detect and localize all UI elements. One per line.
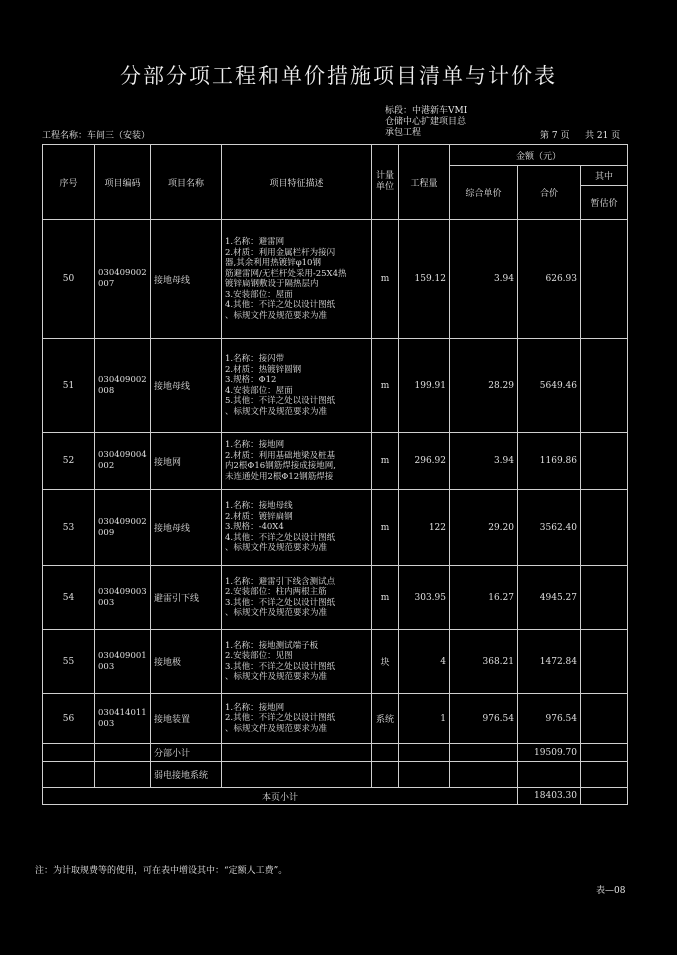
col-header-amount: 金额（元） [450, 145, 628, 166]
footnote: 注：为计取规费等的使用，可在表中增设其中：“定额人工费”。 [35, 866, 288, 876]
project-name: 工程名称：车间三（安装） [42, 131, 151, 141]
table-row [43, 694, 628, 744]
row-code: 030409002 007 [95, 220, 151, 339]
row-provisional [581, 220, 628, 339]
row-total: 1472.84 [518, 630, 581, 694]
row-total: 626.93 [518, 220, 581, 339]
price-table [42, 144, 628, 805]
row-unit: 块 [372, 630, 399, 694]
table-row [43, 566, 628, 630]
subtotal-label: 分部小计 [151, 744, 222, 762]
row-qty: 296.92 [399, 433, 450, 490]
col-header-of-which: 其中 [581, 166, 628, 186]
row-feature: 1.名称：接地母线 2.材质：镀锌扁钢 3.规格：-40X4 4.其他：不详之处以设计图纸 、标规文件及规范要求为准 [222, 490, 372, 566]
form-code: 表—08 [596, 886, 626, 896]
row-seq: 54 [43, 566, 95, 630]
table-row [43, 630, 628, 694]
row-provisional [581, 490, 628, 566]
row-code: 030409004 002 [95, 433, 151, 490]
row-qty: 303.95 [399, 566, 450, 630]
row-feature: 1.名称：接地网 2.其他：不详之处以设计图纸 、标规文件及规范要求为准 [222, 694, 372, 744]
row-feature: 1.名称：接地测试端子板 2.安装部位：见图 3.其他：不详之处以设计图纸 、标规文件及规范要求为准 [222, 630, 372, 694]
row-name: 接地母线 [151, 339, 222, 433]
row-unit: m [372, 220, 399, 339]
row-unit-price: 16.27 [450, 566, 518, 630]
row-seq: 50 [43, 220, 95, 339]
row-name: 接地网 [151, 433, 222, 490]
row-seq: 51 [43, 339, 95, 433]
row-qty: 1 [399, 694, 450, 744]
row-unit: m [372, 433, 399, 490]
row-seq: 53 [43, 490, 95, 566]
page-title: 分部分项工程和单价措施项目清单与计价表 [120, 64, 557, 88]
row-code: 030409002 008 [95, 339, 151, 433]
page-total-value: 18403.30 [518, 788, 581, 805]
row-code: 030409002 009 [95, 490, 151, 566]
row-unit: m [372, 339, 399, 433]
row-total: 3562.40 [518, 490, 581, 566]
col-header-code: 项目编码 [95, 145, 151, 220]
row-unit-price: 29.20 [450, 490, 518, 566]
row-unit: m [372, 490, 399, 566]
row-unit-price: 976.54 [450, 694, 518, 744]
subtotal-row [43, 744, 628, 762]
row-seq: 55 [43, 630, 95, 694]
page-total-label: 本页小计 [43, 788, 518, 805]
row-feature: 1.名称：避雷引下线含测试点 2.安装部位：柱内两根主筋 3.其他：不详之处以设计图纸 、标规文件及规范要求为准 [222, 566, 372, 630]
row-total: 976.54 [518, 694, 581, 744]
row-provisional [581, 339, 628, 433]
row-total: 1169.86 [518, 433, 581, 490]
section-line-1: 标段：中港新车VMI [385, 106, 468, 116]
row-code: 030409003 003 [95, 566, 151, 630]
col-header-unit: 计量单位 [372, 145, 399, 220]
row-unit-price: 3.94 [450, 433, 518, 490]
row-unit-price: 368.21 [450, 630, 518, 694]
row-name: 避雷引下线 [151, 566, 222, 630]
col-header-total: 合价 [518, 166, 581, 220]
row-code: 030409001 003 [95, 630, 151, 694]
col-header-seq: 序号 [43, 145, 95, 220]
section-row [43, 762, 628, 788]
row-code: 030414011 003 [95, 694, 151, 744]
row-name: 接地装置 [151, 694, 222, 744]
subtotal-value: 19509.70 [518, 744, 581, 762]
col-header-qty: 工程量 [399, 145, 450, 220]
row-feature: 1.名称：避雷网 2.材质：利用金属栏杆为接闪 器,其余利用热镀锌φ10钢 筋避雷网/无栏杆处采用-25X4热 镀锌扁钢敷设于隔热层内 3.安装部位：屋面 4.其他：不详之处以设计图纸 、标规文件及规范要求为准 [222, 220, 372, 339]
row-qty: 4 [399, 630, 450, 694]
page-number: 第 7 页 [540, 131, 570, 141]
row-name: 接地极 [151, 630, 222, 694]
row-feature: 1.名称：接闪带 2.材质：热镀锌圆钢 3.规格：Φ12 4.安装部位：屋面 5.其他：不详之处以设计图纸 、标规文件及规范要求为准 [222, 339, 372, 433]
row-provisional [581, 694, 628, 744]
page-total-row [43, 788, 628, 805]
table-row [43, 490, 628, 566]
col-header-provisional: 暂估价 [581, 186, 628, 220]
row-provisional [581, 566, 628, 630]
col-header-name: 项目名称 [151, 145, 222, 220]
row-provisional [581, 433, 628, 490]
row-seq: 52 [43, 433, 95, 490]
row-unit-price: 3.94 [450, 220, 518, 339]
col-header-feature: 项目特征描述 [222, 145, 372, 220]
total-pages: 共 21 页 [585, 131, 621, 141]
row-qty: 159.12 [399, 220, 450, 339]
section-line-2: 仓储中心扩建项目总 [385, 117, 467, 127]
row-name: 接地母线 [151, 220, 222, 339]
section-line-3: 承包工程 [385, 128, 422, 138]
row-provisional [581, 630, 628, 694]
row-unit-price: 28.29 [450, 339, 518, 433]
row-unit: 系统 [372, 694, 399, 744]
row-total: 5649.46 [518, 339, 581, 433]
row-seq: 56 [43, 694, 95, 744]
row-qty: 122 [399, 490, 450, 566]
table-row [43, 433, 628, 490]
row-total: 4945.27 [518, 566, 581, 630]
col-header-unit-price: 综合单价 [450, 166, 518, 220]
table-row [43, 339, 628, 433]
table-row [43, 220, 628, 339]
row-unit: m [372, 566, 399, 630]
row-name: 接地母线 [151, 490, 222, 566]
row-qty: 199.91 [399, 339, 450, 433]
section-label: 弱电接地系统 [151, 762, 222, 788]
row-feature: 1.名称：接地网 2.材质：利用基础地梁及桩基 内2根Φ16钢筋焊接成接地网, 未连通处用2根Φ12钢筋焊接 [222, 433, 372, 490]
